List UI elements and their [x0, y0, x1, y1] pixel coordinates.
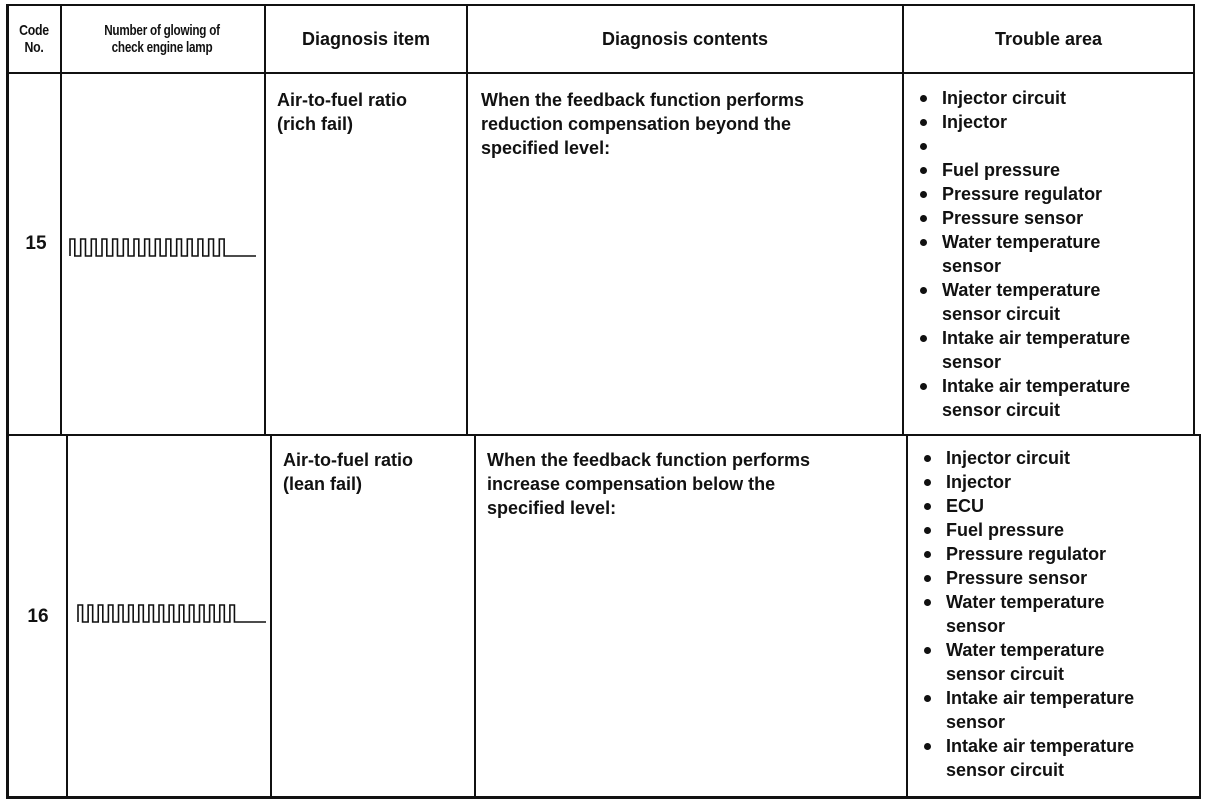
header-trouble-area: Trouble area — [994, 28, 1103, 49]
list-item — [914, 158, 1130, 182]
lamp-pulse-waveform — [76, 603, 268, 625]
list-item — [914, 230, 1130, 278]
pulse-line — [70, 239, 256, 256]
list-item — [914, 86, 1130, 110]
header-diagnosis-item: Diagnosis item — [301, 28, 431, 49]
table-border-left — [6, 4, 9, 799]
table-border-bottom — [7, 796, 1201, 799]
list-item — [918, 638, 1134, 686]
trouble-area-list — [914, 86, 1130, 422]
column-divider-1 — [60, 4, 62, 435]
diagnosis-contents — [487, 448, 810, 520]
list-item — [918, 518, 1134, 542]
row-divider — [7, 434, 1201, 436]
bullet-icon — [924, 503, 931, 510]
list-item-text: Injector — [946, 472, 1012, 492]
list-item-text: Water temperature sensor circuit — [942, 280, 1101, 324]
bullet-icon — [920, 383, 927, 390]
diagnosis-item-line: Air-to-fuel ratio — [277, 90, 407, 110]
diagnosis-contents-line: increase compensation below the — [487, 474, 776, 494]
code-number: 15 — [25, 233, 47, 254]
diagnosis-item-line: Air-to-fuel ratio — [283, 450, 413, 470]
list-item — [914, 374, 1130, 422]
bullet-icon — [924, 527, 931, 534]
list-item-text: Pressure regulator — [942, 184, 1103, 204]
list-item — [918, 686, 1134, 734]
trouble-area-list — [918, 446, 1134, 782]
list-item-text: Water temperature sensor — [946, 592, 1105, 636]
list-item-text: Fuel pressure — [946, 520, 1065, 540]
list-item-text: Pressure regulator — [946, 544, 1107, 564]
list-item — [914, 278, 1130, 326]
diagnosis-item-line: (lean fail) — [283, 474, 363, 494]
list-item-text: Pressure sensor — [942, 208, 1084, 228]
bullet-icon — [924, 455, 931, 462]
bullet-icon — [924, 575, 931, 582]
list-item — [918, 542, 1134, 566]
bullet-icon — [920, 287, 927, 294]
diagnosis-contents-line: reduction compensation beyond the — [481, 114, 792, 134]
list-item-text: Intake air temperature sensor — [942, 328, 1131, 372]
list-item-text: Pressure sensor — [946, 568, 1088, 588]
column-divider-1b — [66, 434, 68, 798]
bullet-icon — [920, 215, 927, 222]
list-item — [918, 470, 1134, 494]
list-item-text: Intake air temperature sensor circuit — [942, 376, 1131, 420]
lamp-pulse-waveform — [68, 237, 258, 259]
list-item-text: Water temperature sensor — [942, 232, 1101, 276]
diagnosis-contents-line: When the feedback function performs — [487, 450, 811, 470]
diagnosis-contents-line: specified level: — [481, 138, 611, 158]
bullet-icon — [920, 239, 927, 246]
header-divider — [7, 72, 1195, 74]
list-item — [918, 566, 1134, 590]
table-border-right-lower — [1199, 434, 1201, 799]
list-item — [918, 446, 1134, 470]
diagnosis-item-line: (rich fail) — [277, 114, 354, 134]
list-item — [914, 182, 1130, 206]
pulse-line — [78, 605, 266, 622]
column-divider-3b — [474, 434, 476, 798]
bullet-icon — [920, 191, 927, 198]
bullet-icon — [920, 167, 927, 174]
list-item-text: Intake air temperature sensor — [946, 688, 1135, 732]
bullet-icon — [920, 95, 927, 102]
header-lamp-count: Number of glowing of check engine lamp — [104, 22, 220, 56]
list-item-text: Injector circuit — [942, 88, 1067, 108]
list-item-text: Intake air temperature sensor circuit — [946, 736, 1135, 780]
bullet-icon — [924, 479, 931, 486]
diagnosis-item — [283, 448, 413, 496]
bullet-icon — [924, 743, 931, 750]
list-item-text: Injector — [942, 112, 1008, 132]
bullet-icon — [920, 143, 927, 150]
list-item — [914, 206, 1130, 230]
diagnosis-contents — [481, 88, 804, 160]
list-item-text: Fuel pressure — [942, 160, 1061, 180]
code-number: 16 — [27, 606, 49, 627]
bullet-icon — [924, 599, 931, 606]
bullet-icon — [924, 551, 931, 558]
bullet-icon — [920, 119, 927, 126]
list-item-text: Injector circuit — [946, 448, 1071, 468]
header-code-no: Code No. — [19, 22, 49, 56]
list-item-text: ECU — [946, 496, 985, 516]
list-item — [918, 494, 1134, 518]
diagnosis-item — [277, 88, 407, 136]
bullet-icon — [924, 695, 931, 702]
list-item-text: Water temperature sensor circuit — [946, 640, 1105, 684]
bullet-icon — [920, 335, 927, 342]
bullet-icon — [924, 647, 931, 654]
list-item — [918, 590, 1134, 638]
list-item — [914, 134, 1130, 158]
column-divider-4b — [906, 434, 908, 798]
list-item — [914, 326, 1130, 374]
header-diagnosis-contents: Diagnosis contents — [601, 28, 769, 49]
diagnosis-contents-line: specified level: — [487, 498, 617, 518]
list-item — [918, 734, 1134, 782]
list-item — [914, 110, 1130, 134]
diagnosis-contents-line: When the feedback function performs — [481, 90, 805, 110]
table-border-right — [1193, 4, 1195, 434]
column-divider-2b — [270, 434, 272, 798]
